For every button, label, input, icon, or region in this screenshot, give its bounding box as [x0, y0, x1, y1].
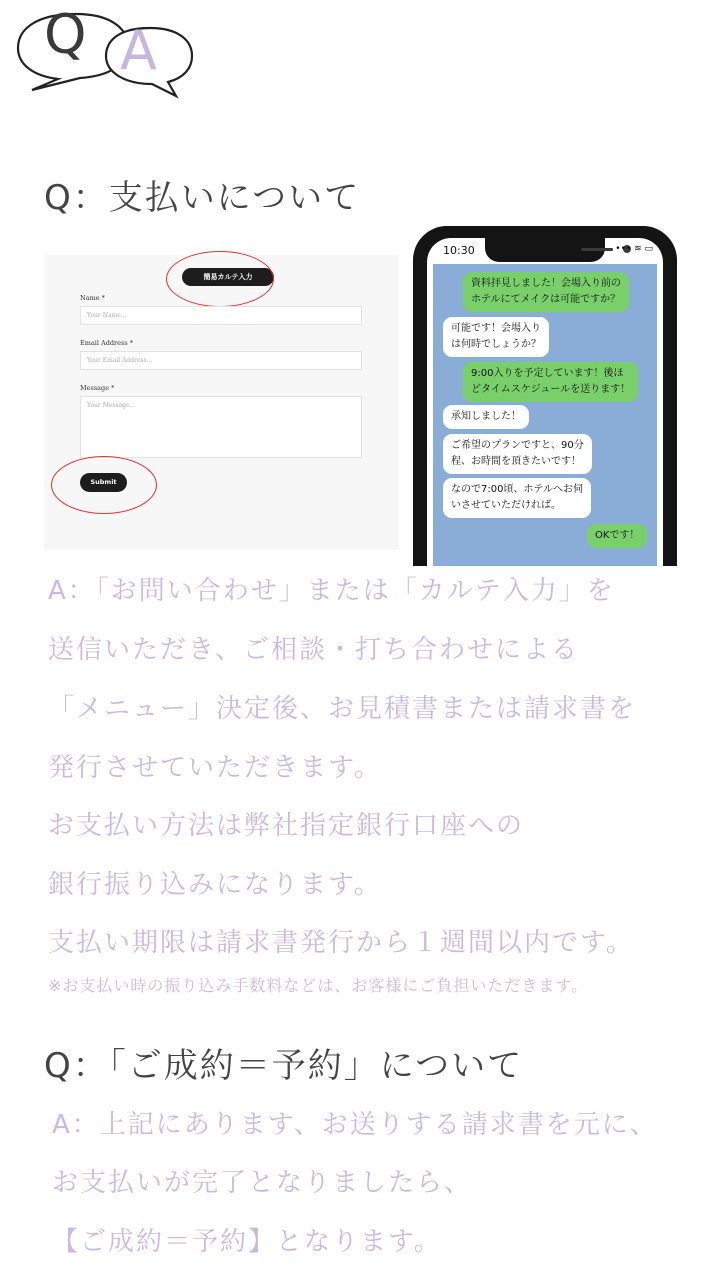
name-field: Your Name... — [80, 306, 362, 325]
email-label: Email Address * — [80, 339, 133, 347]
answer-line: 発行させていただきます。 — [48, 753, 382, 783]
question-payment-heading: Q：支払いについて — [44, 178, 361, 218]
chat-line: OKです！ — [595, 530, 640, 541]
message-label: Message * — [80, 384, 115, 392]
chat-bubble — [463, 362, 638, 402]
highlight-circle — [166, 251, 274, 307]
chat-line: いさせていただければ。 — [451, 500, 561, 511]
answer-line: A：「お問い合わせ」または「カルテ入力」を — [48, 576, 615, 606]
chat-line: は何時でしょうか？ — [451, 339, 541, 350]
speaker-icon — [581, 248, 613, 251]
phone-notch — [485, 238, 605, 262]
answer-line: A：上記にあります、お送りする請求書を元に、 — [52, 1110, 658, 1140]
logo-a-letter: A — [120, 19, 157, 82]
answer-line: 支払い期限は請求書発行から１週間以内です。 — [48, 928, 634, 958]
chat-line: 9:00入りを予定しています！後ほ — [471, 368, 624, 379]
answer-line: 銀行振り込みになります。 — [48, 870, 382, 900]
name-label: Name * — [80, 294, 105, 302]
chat-line: 程、お時間を頂きたいです！ — [451, 456, 581, 467]
chat-bubble — [443, 434, 592, 474]
form-screenshot — [44, 255, 399, 550]
phone-mockup — [413, 226, 677, 566]
phone-time: 10:30 — [443, 244, 475, 257]
chat-line: どタイムスケジュールを送ります！ — [471, 384, 631, 395]
email-field: Your Email Address... — [80, 351, 362, 370]
answer-line: 【ご成約＝予約】となります。 — [52, 1227, 442, 1257]
chat-bubble — [443, 317, 549, 357]
chat-line: 承知しました！ — [451, 411, 521, 422]
chat-bubble — [587, 524, 647, 548]
answer-line: お支払い方法は弊社指定銀行口座への — [48, 811, 525, 841]
karte-input-button: 簡易カルテ入力 — [182, 268, 274, 286]
answer-line: 「メニュー」決定後、お見積書または請求書を — [48, 694, 637, 724]
chat-area — [433, 264, 657, 566]
question-contract-heading: Q：「ご成約＝予約」について — [44, 1046, 524, 1086]
chat-line: 可能です！会場入り — [451, 323, 541, 334]
message-field: Your Message... — [80, 396, 362, 458]
answer-line: お支払いが完了となりましたら、 — [52, 1168, 473, 1198]
qa-logo — [14, 3, 199, 104]
phone-screen — [427, 238, 663, 566]
highlight-circle — [51, 456, 157, 514]
status-icons: ••• ≋ ▭ — [615, 244, 653, 254]
answer-line: 送信いただき、ご相談・打ち合わせによる — [48, 635, 579, 665]
logo-q-letter: Q — [44, 3, 87, 66]
chat-bubble — [443, 478, 591, 518]
submit-button: Submit — [80, 473, 127, 492]
chat-line: 資料拝見しました！会場入り前の — [471, 278, 621, 289]
chat-line: ホテルにてメイクは可能ですか？ — [471, 294, 621, 305]
chat-line: なので7:00頃、ホテルへお伺 — [451, 484, 583, 495]
chat-bubble — [463, 272, 629, 312]
chat-bubble — [443, 405, 529, 429]
chat-line: ご希望のプランですと、90分 — [451, 440, 584, 451]
fee-note: ※お支払い時の振り込み手数料などは、お客様にご負担いただきます。 — [48, 976, 589, 995]
